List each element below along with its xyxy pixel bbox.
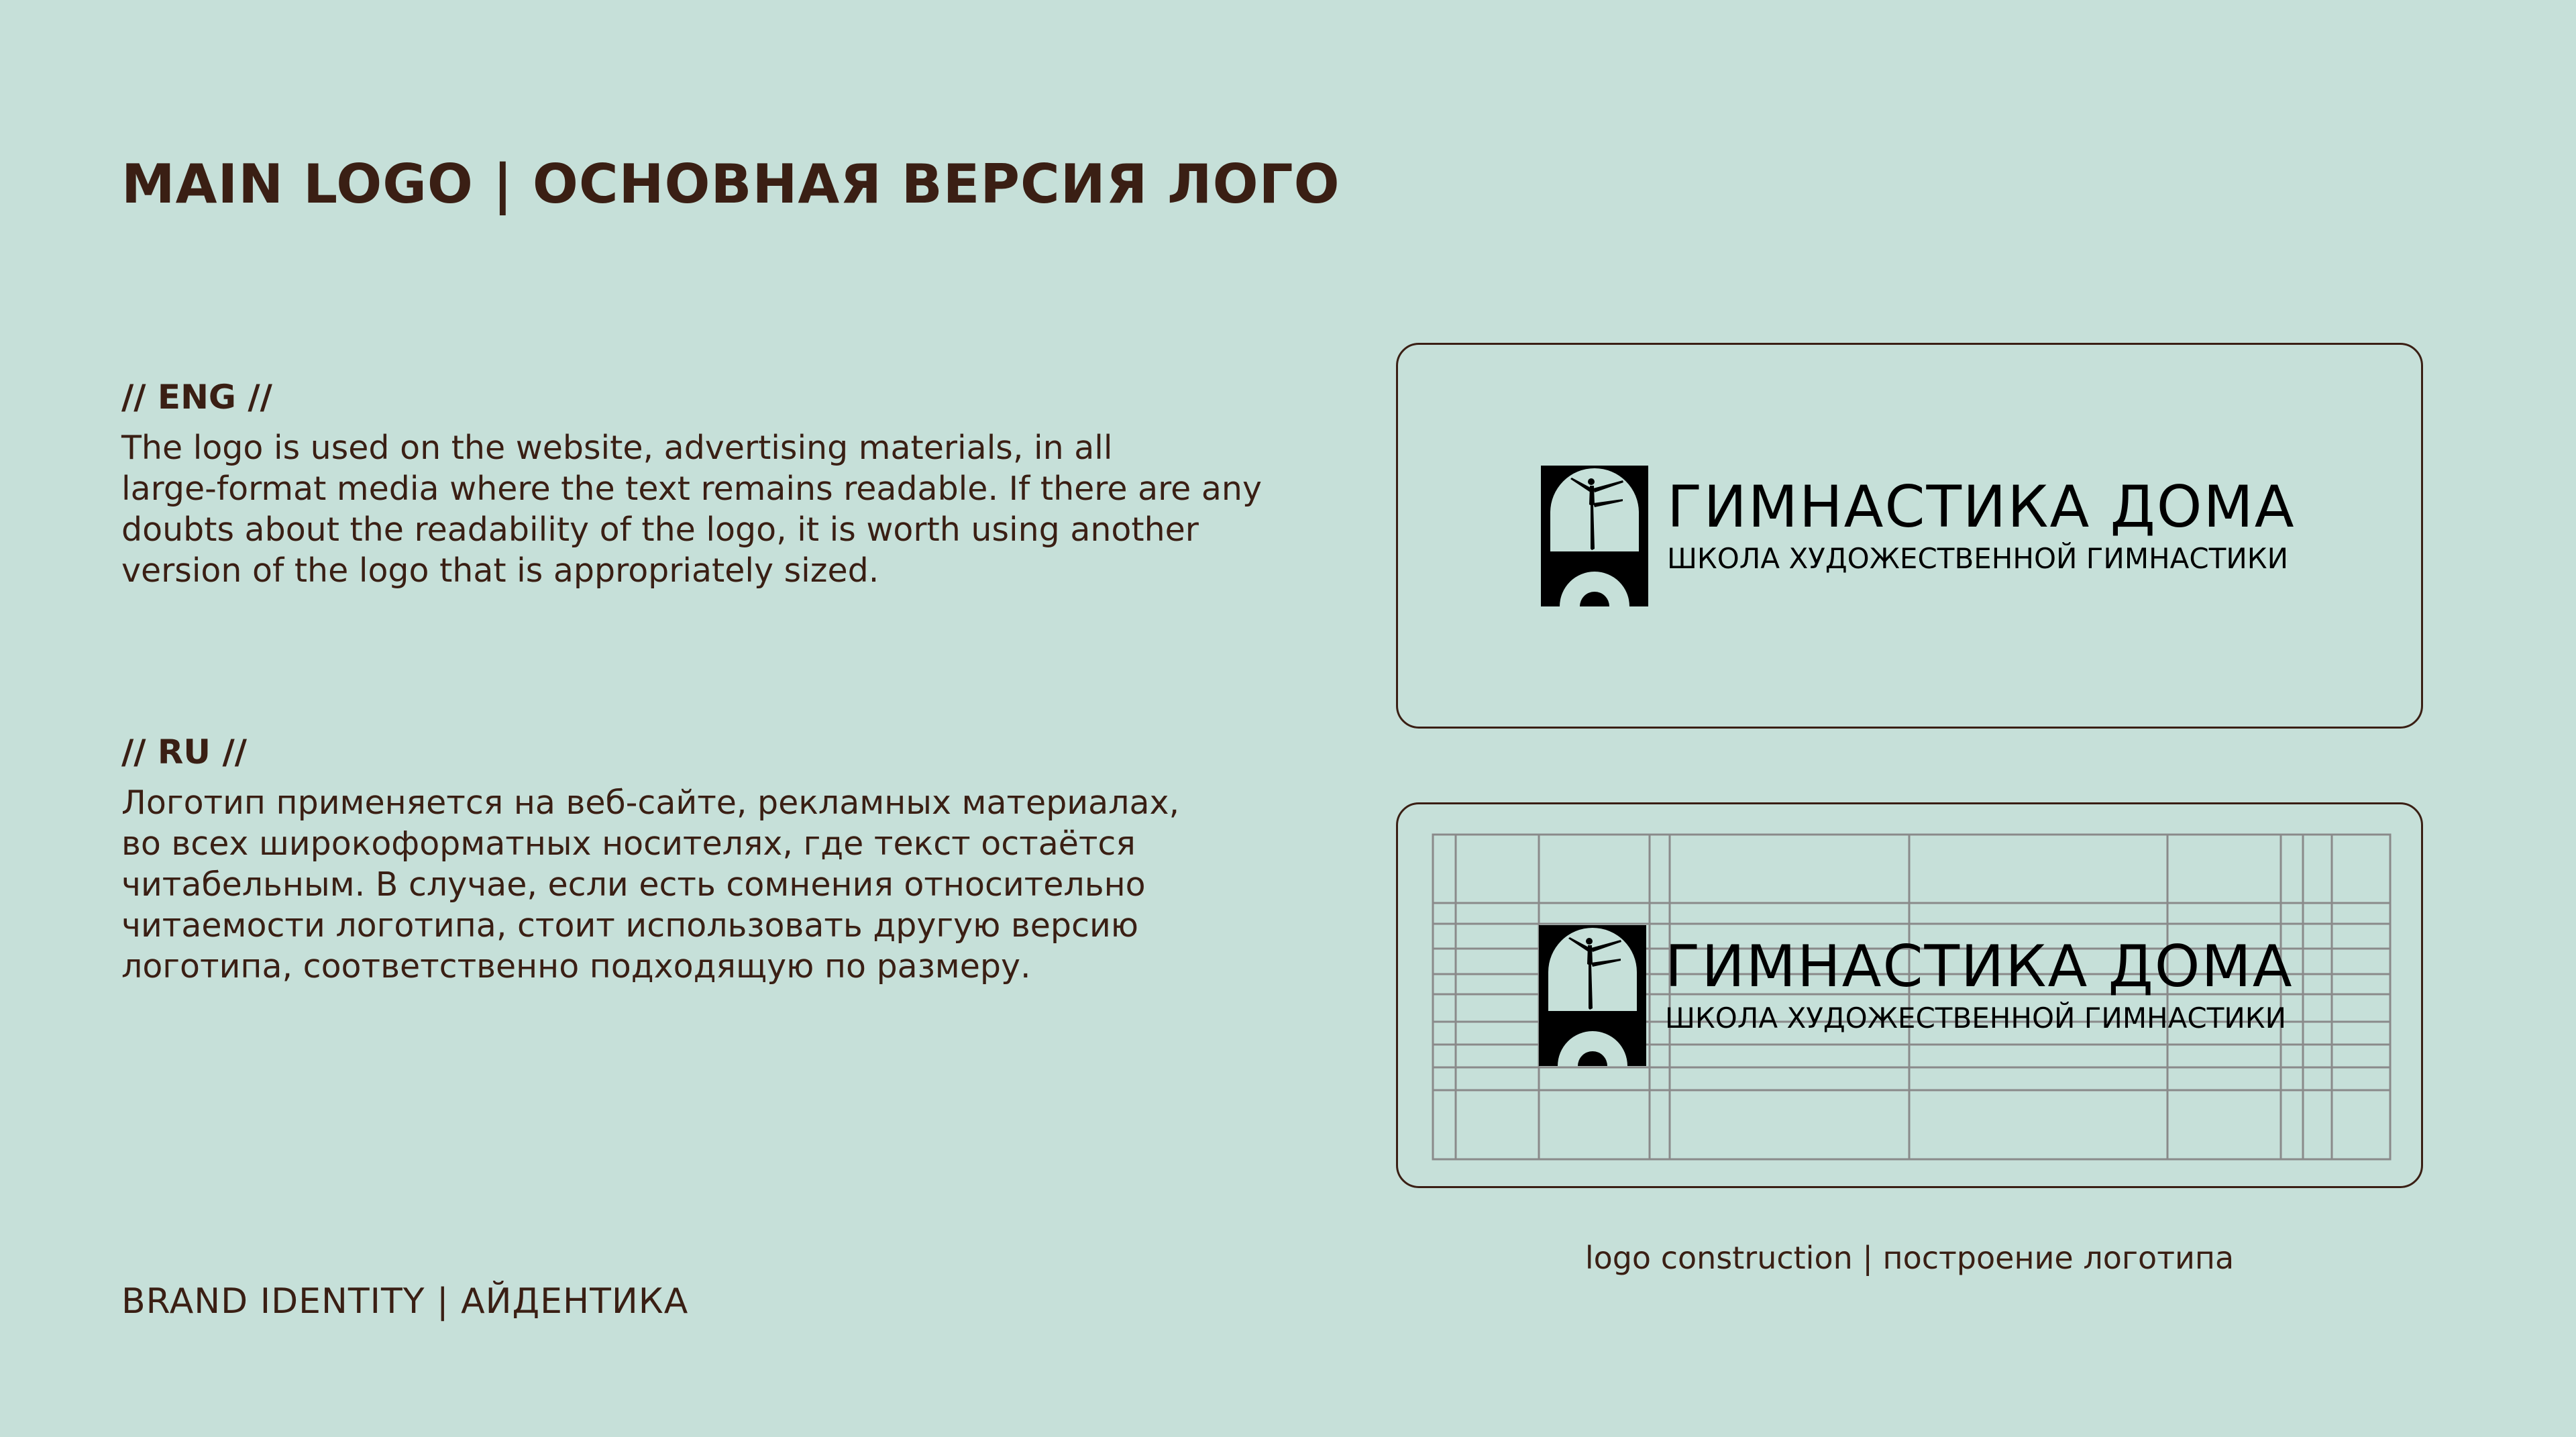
logo-subtitle: ШКОЛА ХУДОЖЕСТВЕННОЙ ГИМНАСТИКИ	[1667, 542, 2289, 575]
gymnast-arch-icon	[1541, 466, 1648, 606]
ru-text-line: логотипа, соответственно подходящую по размеру.	[121, 947, 1031, 986]
logo-name: ГИМНАСТИКА ДОМА	[1667, 474, 2296, 541]
logo-subtitle: ШКОЛА ХУДОЖЕСТВЕННОЙ ГИМНАСТИКИ	[1665, 1002, 2287, 1034]
eng-text-line: large-format media where the text remains readable. If there are any	[121, 470, 1262, 508]
brand-identity-footer: BRAND IDENTITY | АЙДЕНТИКА	[121, 1281, 689, 1322]
ru-text-line: читабельным. В случае, если есть сомнения относительно	[121, 865, 1146, 904]
ru-text-line: читаемости логотипа, стоит использовать другую версию	[121, 906, 1139, 945]
ru-section-label: // RU //	[121, 733, 247, 771]
construction-logo	[1539, 925, 2294, 1066]
construction-caption: logo construction | построение логотипа	[1585, 1240, 2235, 1276]
ru-text-line: Логотип применяется на веб-сайте, рекламных материалах,	[121, 784, 1180, 822]
eng-text-line: The logo is used on the website, advertising materials, in all	[121, 429, 1113, 467]
ru-section-text	[121, 782, 1316, 987]
ru-text-line: во всех широкоформатных носителях, где текст остаётся	[121, 824, 1136, 863]
construction-logo-card	[1396, 802, 2423, 1188]
main-logo-card	[1396, 343, 2423, 729]
gymnast-arch-icon	[1539, 925, 1646, 1066]
logo-name: ГИМНАСТИКА ДОМА	[1665, 933, 2294, 1000]
page-title: MAIN LOGO | ОСНОВНАЯ ВЕРСИЯ ЛОГО	[121, 153, 1340, 215]
eng-text-line: doubts about the readability of the logo, it is worth using another	[121, 511, 1199, 549]
eng-section-text	[121, 427, 1316, 591]
eng-section-label: // ENG //	[121, 378, 272, 417]
eng-text-line: version of the logo that is appropriately sized.	[121, 551, 879, 590]
main-logo	[1541, 466, 2296, 606]
